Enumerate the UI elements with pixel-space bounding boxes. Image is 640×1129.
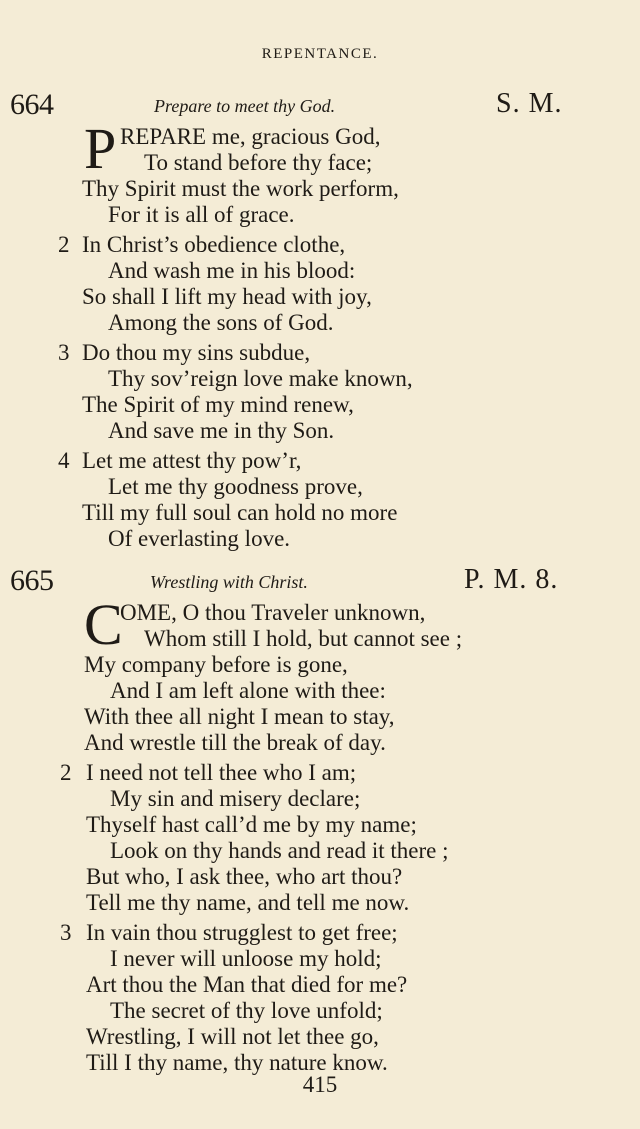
- verse-line: Thy sov’reign love make known,: [108, 366, 413, 391]
- verse-number: 3: [60, 920, 72, 945]
- verse-line: To stand before thy face;: [144, 150, 373, 175]
- verse-line: In vain thou strugglest to get free;: [86, 920, 398, 945]
- verse-line: Do thou my sins subdue,: [82, 340, 311, 365]
- verse-line: Let me thy goodness prove,: [108, 474, 363, 499]
- verse-line: And save me in thy Son.: [108, 418, 335, 443]
- hymn-title: Wrestling with Christ.: [150, 572, 308, 592]
- verse-line: My sin and misery declare;: [110, 786, 361, 811]
- verse-line: Till I thy name, thy nature know.: [86, 1050, 388, 1075]
- verse-line: And wash me in his blood:: [108, 258, 356, 283]
- verse-number: 2: [60, 760, 72, 785]
- hymn-number: 664: [10, 88, 54, 121]
- verse-line: Till my full soul can hold no more: [82, 500, 398, 525]
- verse-line: So shall I lift my head with joy,: [82, 284, 372, 309]
- hymn-meter: P. M. 8.: [464, 564, 559, 595]
- verse-line: With thee all night I mean to stay,: [84, 704, 395, 729]
- verse-line: The secret of thy love unfold;: [110, 998, 383, 1023]
- verse-line: OME, O thou Traveler unknown,: [120, 600, 426, 625]
- verse-line: My company before is gone,: [84, 652, 348, 677]
- hymn-meter: S. M.: [496, 88, 563, 119]
- drop-cap: C: [84, 592, 123, 657]
- page-number: 415: [302, 1072, 338, 1097]
- verse-line: Look on thy hands and read it there ;: [110, 838, 449, 863]
- drop-cap: P: [84, 116, 117, 181]
- running-head: REPENTANCE.: [261, 46, 379, 62]
- verse-line: Whom still I hold, but cannot see ;: [144, 626, 463, 651]
- verse-number: 4: [58, 448, 70, 473]
- verse-line: But who, I ask thee, who art thou?: [86, 864, 403, 889]
- hymn-number: 665: [10, 564, 54, 597]
- verse-line: In Christ’s obedience clothe,: [82, 232, 346, 257]
- verse-line: I need not tell thee who I am;: [86, 760, 357, 785]
- verse-line: Let me attest thy pow’r,: [82, 448, 302, 473]
- verse-line: Wrestling, I will not let thee go,: [86, 1024, 379, 1049]
- verse-number: 3: [58, 340, 70, 365]
- verse-line: Thyself hast call’d me by my name;: [86, 812, 417, 837]
- verse-line: And I am left alone with thee:: [110, 678, 386, 703]
- verse-number: 2: [58, 232, 70, 257]
- verse-line: Thy Spirit must the work perform,: [82, 176, 399, 201]
- verse-line: For it is all of grace.: [108, 202, 295, 227]
- verse-line: Tell me thy name, and tell me now.: [86, 890, 410, 915]
- verse-line: The Spirit of my mind renew,: [82, 392, 354, 417]
- verse-line: I never will unloose my hold;: [110, 946, 382, 971]
- verse-line: Of everlasting love.: [108, 526, 291, 551]
- verse-line: Among the sons of God.: [108, 310, 334, 335]
- verse-line: And wrestle till the break of day.: [84, 730, 386, 755]
- hymn-title: Prepare to meet thy God.: [154, 96, 336, 116]
- verse-line: REPARE me, gracious God,: [120, 124, 381, 149]
- verse-line: Art thou the Man that died for me?: [86, 972, 408, 997]
